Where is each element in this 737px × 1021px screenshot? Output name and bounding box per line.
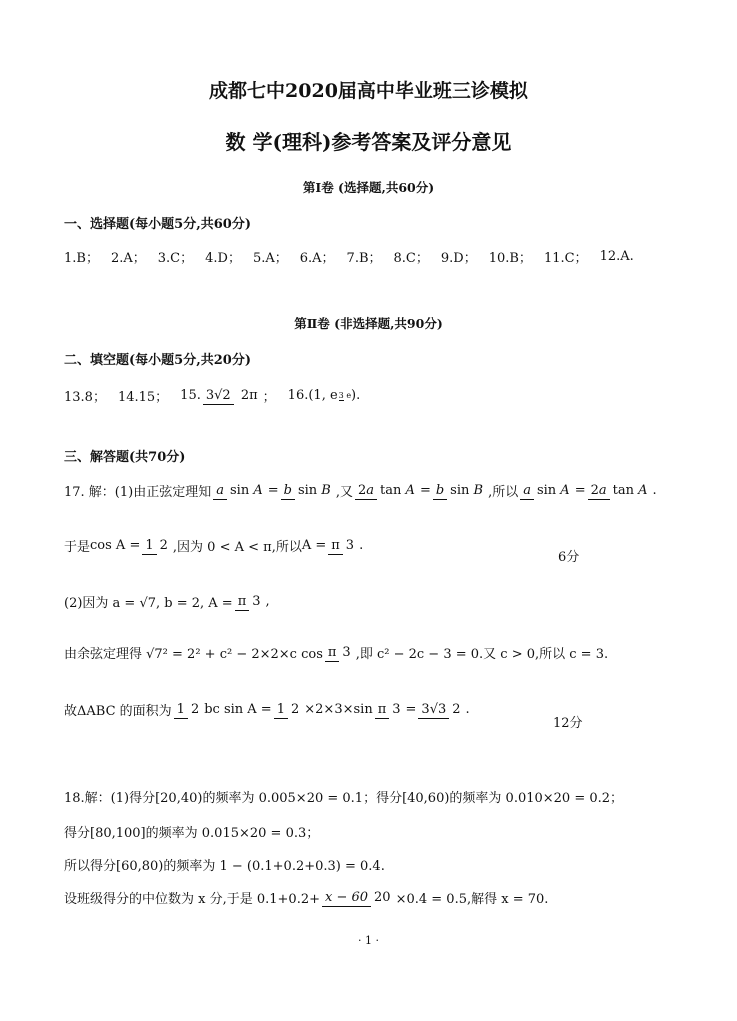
answer-13: 13.8； <box>64 390 106 405</box>
fill-in-answers <box>64 386 360 405</box>
answer-9: 9.D； <box>440 251 477 266</box>
document-subtitle: 数 学(理科)参考答案及评分意见 <box>225 130 512 154</box>
answer-4: 4.D； <box>205 251 241 266</box>
answer-12: 12.A. <box>599 249 634 264</box>
part1-label: 第Ⅰ卷 (选择题,共60分) <box>302 180 435 195</box>
multiple-choice-answers <box>64 247 634 266</box>
answer-1: 1.B； <box>64 251 99 266</box>
answer-16-prefix: 16. <box>287 388 309 403</box>
q17-score-12: 12分 <box>553 716 583 731</box>
document-title: 成都七中2020届高中毕业班三诊模拟 <box>209 80 528 102</box>
q17-line-1: 17. 解：(1)由正弦定理知 a sin A = b sin B ,又 2a tan A = b sin B ,所以 a sin A = 2a tan A . <box>64 483 657 500</box>
q17-line-5: 故ΔABC 的面积为 1 2 bc sin A = 1 2 ×2×3×sin π 3 = 3√3 2 . <box>64 702 470 719</box>
q18-line-1: 18.解：(1)得分[20,40)的频率为 0.005×20 = 0.1；得分[40,60)的频率为 0.010×20 = 0.2； <box>64 791 624 806</box>
answer-7: 7.B； <box>346 251 382 266</box>
answer-8: 8.C； <box>393 251 429 266</box>
solution-heading: 三、解答题(共70分) <box>64 450 186 465</box>
q17-line-2: 于是 cos A = 1 2 ,因为 0 < A < π,所以 A = π 3 . <box>64 538 364 555</box>
q18-line-4: 设班级得分的中位数为 x 分,于是 0.1+0.2+ x − 60 20 ×0.4 = 0.5,解得 x = 70. <box>64 890 549 907</box>
answer-2: 2.A； <box>110 251 146 266</box>
q17-score-6: 6分 <box>558 550 580 565</box>
fill-in-heading: 二、填空题(每小题5分,共20分) <box>64 353 251 368</box>
q18-line-2: 得分[80,100]的频率为 0.015×20 = 0.3； <box>64 826 320 841</box>
answer-15-fraction: 3√2 2π <box>203 388 261 403</box>
answer-16-exponent: 3 e <box>338 390 352 400</box>
answer-3: 3.C； <box>157 251 194 266</box>
answer-11: 11.C； <box>543 251 588 266</box>
answer-10: 10.B； <box>488 251 532 266</box>
multiple-choice-heading: 一、选择题(每小题5分,共60分) <box>64 217 251 232</box>
answer-15-prefix: 15. <box>180 388 201 403</box>
answer-5: 5.A； <box>252 251 288 266</box>
answer-14: 14.15； <box>117 390 169 405</box>
q17-line-4: 由余弦定理得 √7² = 2² + c² − 2×2×c cos π 3 ,即 c² − 2c − 3 = 0.又 c > 0,所以 c = 3. <box>64 645 609 662</box>
answer-15-suffix: ； <box>262 390 276 405</box>
part2-label: 第Ⅱ卷 (非选择题,共90分) <box>294 316 443 331</box>
answer-16-suffix: ). <box>351 388 361 403</box>
page-number: · 1 · <box>358 934 379 947</box>
q18-line-3: 所以得分[60,80)的频率为 1 − (0.1+0.2+0.3) = 0.4. <box>64 859 385 874</box>
answer-16-value: (1, e <box>308 388 338 403</box>
q17-line-3: (2)因为 a = √7, b = 2, A = π 3 , <box>64 594 270 611</box>
answer-6: 6.A； <box>299 251 335 266</box>
